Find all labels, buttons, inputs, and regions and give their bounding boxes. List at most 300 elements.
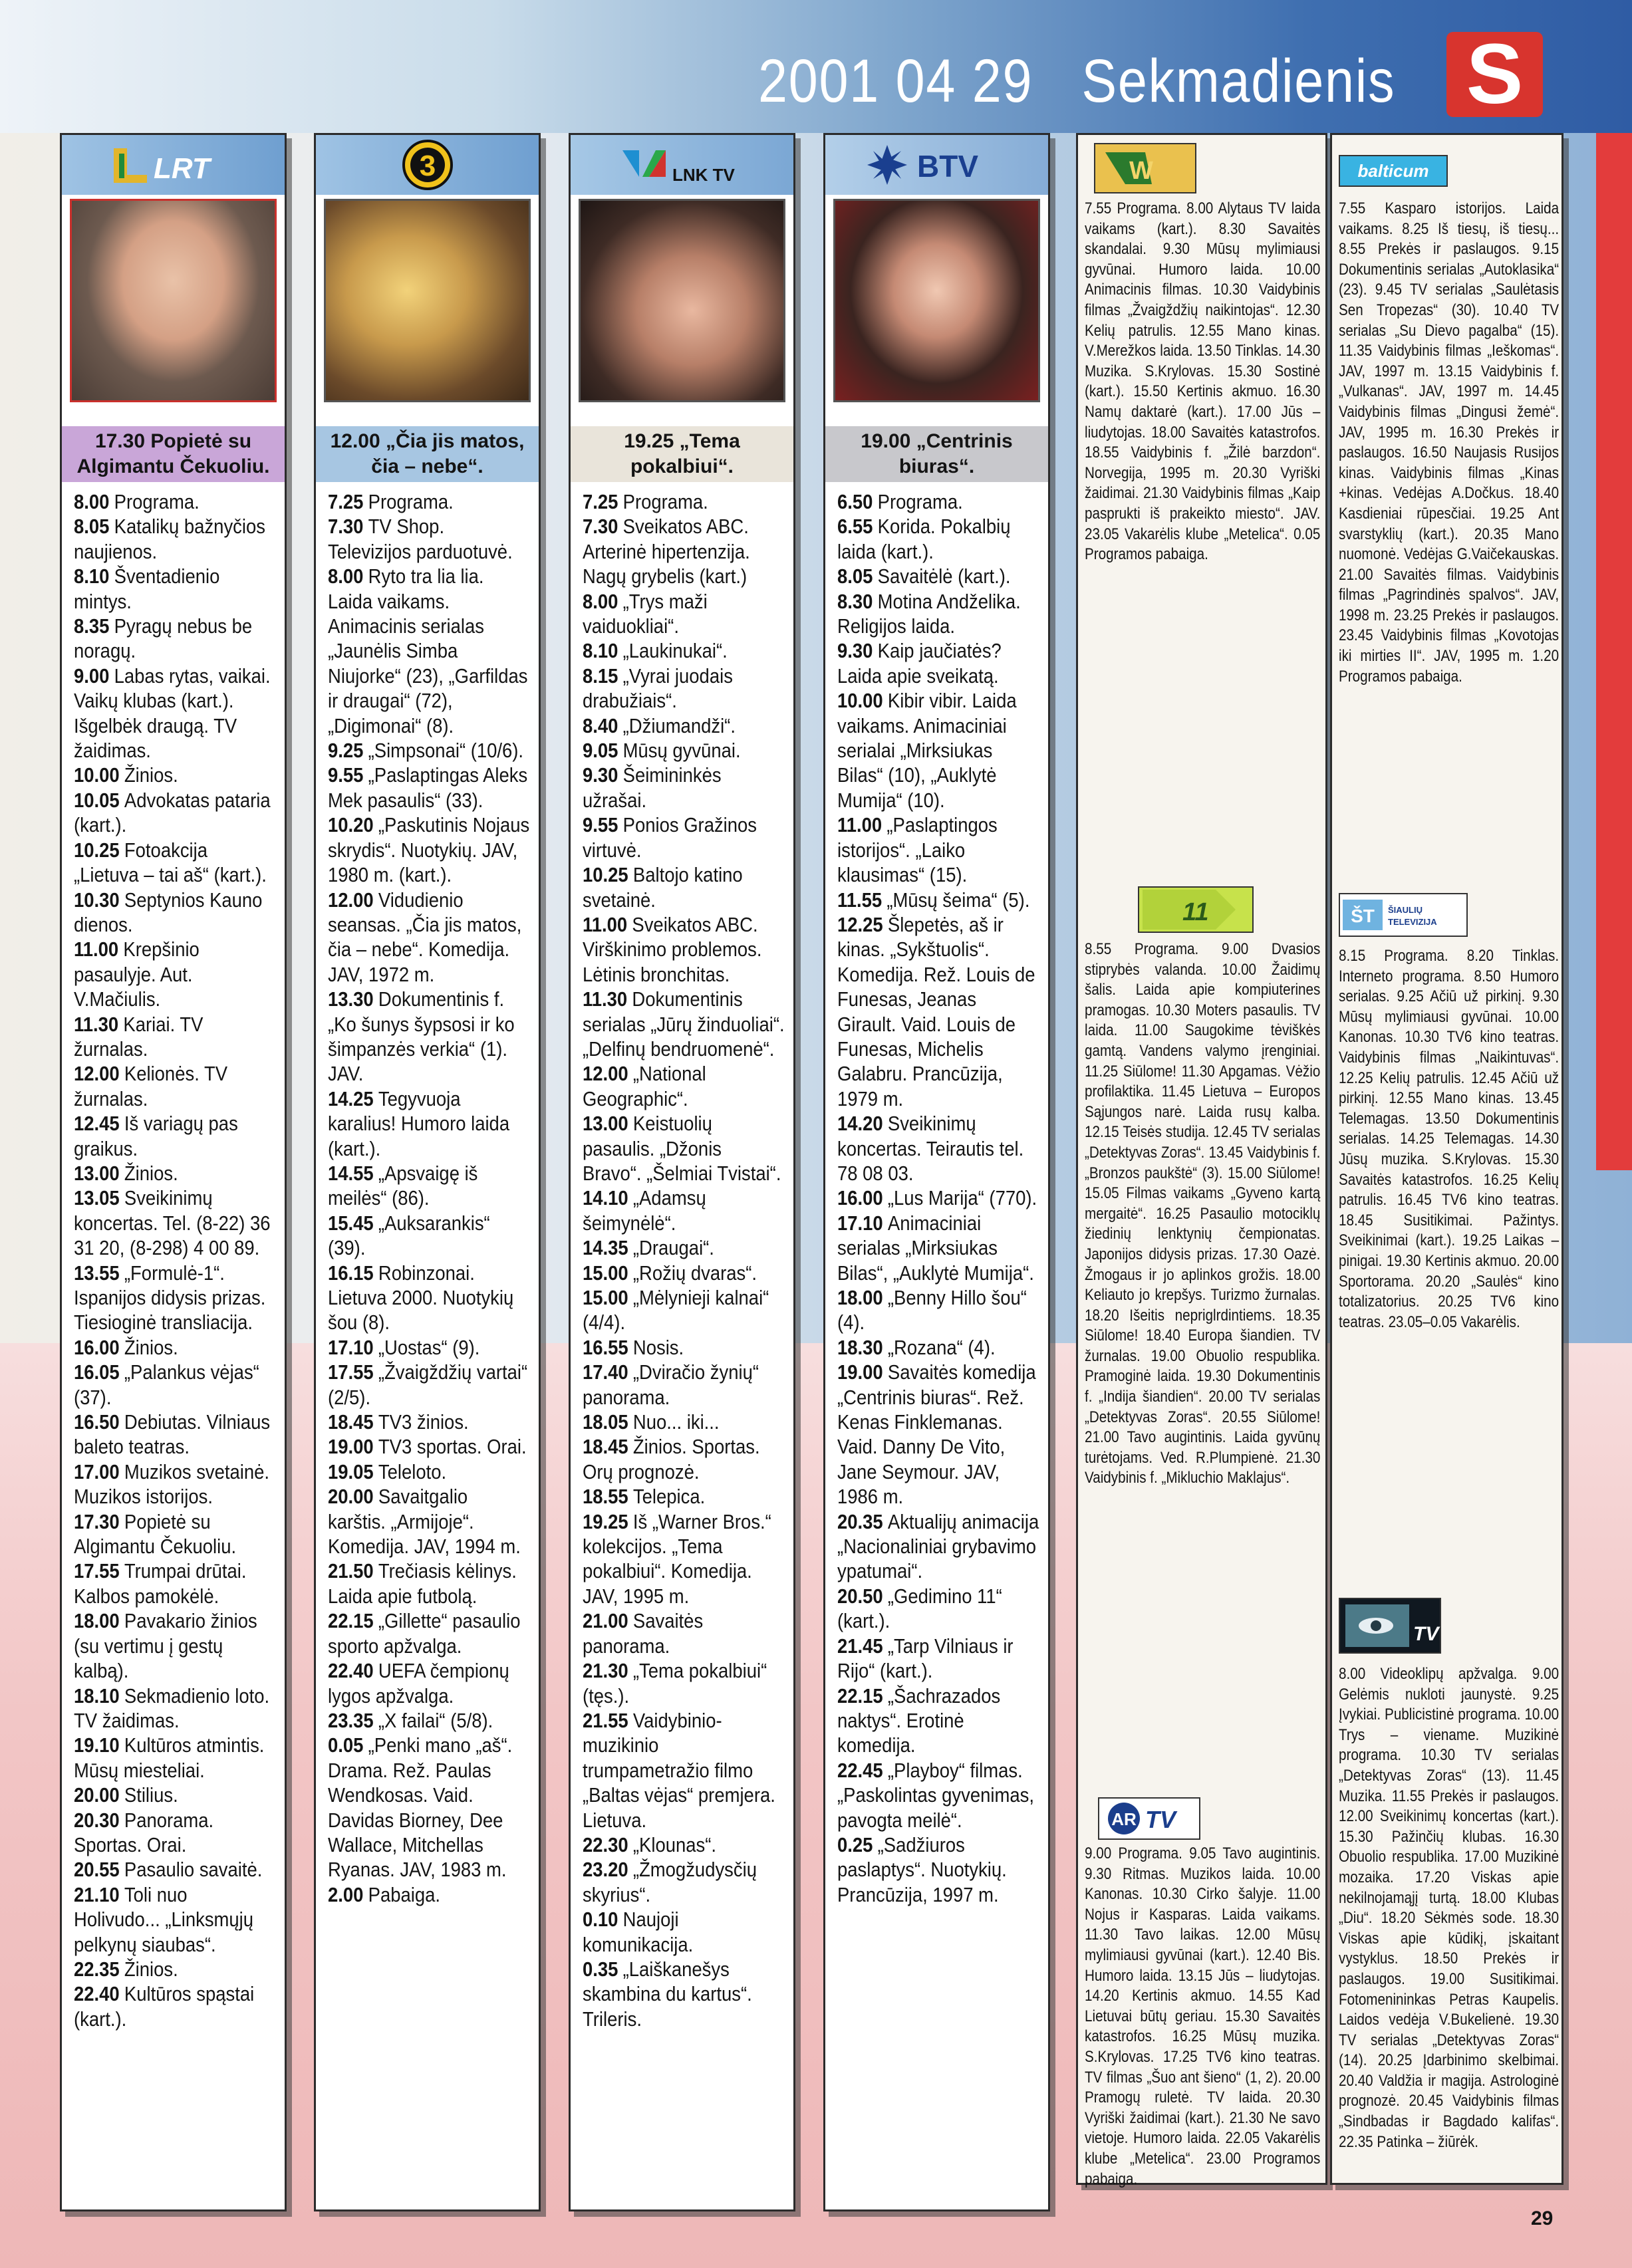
program-title: Mūsų gyvūnai.: [622, 739, 741, 763]
program-title: „X failai“ (5/8).: [378, 1709, 493, 1732]
program-entry: [837, 1510, 1039, 1584]
program-entry: [74, 1510, 276, 1560]
program-time: 7.25: [328, 491, 364, 513]
program-time: 11.30: [74, 1013, 119, 1036]
program-title: Dokumentinis serialas „Jūrų žinduoliai“. „Delfinų bendruomenė“.: [583, 988, 785, 1061]
program-title: Baltojo katino svetainė.: [583, 864, 743, 912]
program-time: 17.55: [328, 1361, 374, 1384]
program-entry: [583, 813, 785, 863]
program-entry: [583, 590, 785, 640]
program-entry: [583, 1908, 785, 1957]
program-time: 8.00: [328, 565, 364, 588]
tv3-program-list: [316, 490, 539, 2202]
program-title: Ryto tra lia lia. Laida vaikams. Animacinis serialas „Jaunėlis Simba Niujorke“ (23), „Garfildas ir draugai“ (72), „Digimonai“ (8).: [328, 565, 528, 737]
program-entry: [328, 1360, 530, 1410]
tv11-logo: [1138, 886, 1254, 933]
program-entry: [74, 1186, 276, 1261]
program-title: Nuo... iki...: [632, 1411, 720, 1434]
program-time: 17.10: [328, 1336, 374, 1359]
svg-text:3: 3: [419, 150, 436, 182]
program-title: Programa.: [368, 491, 454, 513]
program-time: 15.00: [583, 1287, 628, 1309]
program-entry: [74, 1460, 276, 1510]
program-title: Pyragų nebus be noragų.: [74, 615, 253, 663]
svg-text:AR: AR: [1111, 1809, 1137, 1829]
program-title: Šlepetės, aš ir kinas. „Sykštuolis“. Komedija. Rež. Louis de Funesas, Jeanas Girault. Vaid. Louis de Funesas, Michelis Galabru. Prancūzija, 1979 m.: [837, 913, 1035, 1110]
program-entry: [328, 1435, 530, 1459]
program-time: 10.25: [583, 864, 628, 887]
program-time: 17.40: [583, 1361, 628, 1384]
program-entry: [583, 1336, 785, 1360]
program-title: „National Geographic“.: [583, 1063, 706, 1110]
program-time: 17.30: [74, 1510, 120, 1533]
program-time: 8.40: [583, 714, 618, 737]
program-title: „Tema pokalbiui“ (tęs.).: [583, 1660, 767, 1707]
program-entry: [583, 763, 785, 813]
program-time: 13.30: [328, 988, 374, 1011]
program-entry: [328, 1609, 530, 1659]
program-time: 16.00: [837, 1187, 883, 1210]
program-time: 6.50: [837, 491, 873, 513]
program-time: 14.10: [583, 1187, 628, 1210]
program-entry: [583, 1236, 785, 1261]
program-entry: [74, 1858, 276, 1882]
program-title: Sveikinimų koncertas. Tel. (8-22) 36 31 20, (8-298) 4 00 89.: [74, 1187, 271, 1260]
vilnius-tv-program: 7.55 Programa. 8.00 Alytaus TV laida vaikams (kart.). 8.30 Savaitės skandalai. 9.30 Mūsų mylimiausi gyvūnai. Humoro laida. 10.00 Animacinis filmas. 10.30 Vaidybinis filmas „Žvaigždžių naikintojas“. 12.30 Kelių patrulis. 12.55 Mano kinas. V.Merežkos laida. 13.50 Tinklas. 14.30 Muzika. S.Krylovas. 15.30 Sostinė (kart.). 15.50 Kertinis akmuo. 16.30 Namų daktarė (kart.). 17.00 Jūs – liudytojas. 18.00 Savaitės katastrofos. 18.55 Vaidybinis f. „Žilė barzdon“. Norvegija, 1995 m. 20.30 Vyriški žaidimai. 21.30 Vaidybinis filmas „Kaip pasprukti iš prakeikto miesto“. JAV. 23.05 Vakarėlis klube „Metelica“. 0.05 Programos pabaiga.: [1085, 199, 1321, 564]
program-title: Savaitgalio karštis. „Armijoje“. Komedija. JAV, 1994 m.: [328, 1485, 521, 1559]
program-entry: [583, 1435, 785, 1485]
weekday-text: Sekmadienis: [1081, 47, 1396, 115]
program-title: Motina Andželika. Religijos laida.: [837, 590, 1021, 638]
program-time: 10.00: [74, 764, 120, 787]
svg-text:ŠIAULIŲ: ŠIAULIŲ: [1388, 905, 1423, 915]
program-time: 2.00: [328, 1883, 364, 1906]
program-time: 11.30: [583, 988, 628, 1011]
program-time: 20.00: [328, 1485, 374, 1509]
weekday-badge: S: [1446, 32, 1543, 117]
lrt-logo-icon: [107, 142, 240, 188]
program-time: 11.00: [583, 913, 628, 936]
program-time: 17.00: [74, 1460, 120, 1483]
program-time: 19.00: [837, 1361, 883, 1384]
program-title: Debiutas. Vilniaus baleto teatras.: [74, 1411, 271, 1459]
program-title: „Penki mano „aš“. Drama. Rež. Paulas Wendkosas. Vaid. Davidas Biorney, Dee Wallace, Mitchellas Ryanas. JAV, 1983 m.: [328, 1734, 513, 1882]
program-entry: [74, 1112, 276, 1162]
program-title: „Rozana“ (4).: [887, 1336, 996, 1359]
program-title: Septynios Kauno dienos.: [74, 888, 263, 936]
program-entry: [328, 987, 530, 1087]
program-entry: [74, 1410, 276, 1460]
program-entry: [837, 913, 1039, 1112]
program-entry: [837, 1336, 1039, 1360]
svg-text:11: 11: [1182, 898, 1209, 926]
program-title: „Mūsų šeima“ (5).: [886, 888, 1030, 912]
program-entry: [583, 1485, 785, 1509]
program-entry: [583, 913, 785, 987]
program-entry: [74, 1684, 276, 1734]
program-time: 20.50: [837, 1584, 883, 1608]
program-time: 13.05: [74, 1187, 120, 1210]
program-time: 8.00: [583, 590, 618, 613]
program-time: 18.00: [74, 1610, 120, 1633]
program-title: „Uostas“ (9).: [378, 1336, 480, 1359]
program-entry: [74, 515, 276, 565]
program-entry: [328, 1883, 530, 1908]
program-title: „Žvaigždžių vartai“ (2/5).: [328, 1361, 528, 1409]
program-time: 17.55: [74, 1560, 120, 1583]
program-title: Šventadienio mintys.: [74, 565, 220, 613]
program-title: Ponios Gražinos virtuvė.: [583, 814, 757, 862]
program-entry: [74, 1783, 276, 1808]
right-edge-stripe: [1596, 133, 1632, 1170]
program-time: 13.00: [583, 1112, 628, 1136]
program-title: TV3 žinios.: [378, 1411, 469, 1434]
program-title: Sveikinimų koncertas. Teirautis tel. 78 08 03.: [837, 1112, 1024, 1185]
program-title: Toli nuo Holivudo... „Linksmųjų pelkynų siaubas“.: [74, 1883, 254, 1956]
program-entry: [74, 664, 276, 764]
program-time: 6.55: [837, 515, 873, 539]
program-title: Žinios. Sportas. Orų prognozė.: [583, 1436, 760, 1483]
program-entry: [74, 1982, 276, 2032]
program-time: 7.30: [328, 515, 364, 539]
svg-text:ŠT: ŠT: [1351, 906, 1375, 926]
program-entry: [583, 1709, 785, 1833]
program-title: „Šachrazados naktys“. Erotinė komedija.: [837, 1684, 1001, 1757]
program-time: 7.25: [583, 491, 618, 513]
program-time: 21.00: [583, 1610, 628, 1633]
svg-text:TV: TV: [1413, 1623, 1439, 1645]
program-entry: [328, 739, 530, 763]
program-entry: [328, 1162, 530, 1211]
page-number: 29: [1531, 2207, 1554, 2229]
tv11-logo-icon: [1143, 890, 1249, 930]
program-title: Iš variagų pas graikus.: [74, 1112, 238, 1160]
program-time: 10.20: [328, 814, 374, 837]
program-title: TV Shop. Televizijos parduotuvė.: [328, 515, 513, 563]
lnk-photo: [579, 199, 785, 402]
program-title: Nosis.: [632, 1336, 684, 1359]
program-time: 22.15: [328, 1610, 374, 1633]
program-time: 14.20: [837, 1112, 883, 1136]
artv-program: 9.00 Programa. 9.05 Tavo augintinis. 9.30 Ritmas. Muzikos laida. 10.00 Kanonas. 10.30 Cirko šalyje. 11.00 Nojus ir Kasparas. Laida vaikams. 11.30 Tavo laikas. 12.00 Mūsų mylimiausi gyvūnai (kart.). 12.40 Bis. Humoro laida. 13.15 Jūs – liudytojas. 14.20 Kertinis akmuo. 14.55 Kad Lietuvai būtų geriau. 15.30 Savaitės katastrofos. 16.25 Mūsų muzika. S.Krylovas. 17.25 TV6 kino teatras. TV filmas „Šuo ant šieno“ (1, 2). 20.00 Pramogų ruletė. TV laida. 20.30 Vyriški žaidimai (kart.). 21.30 Ne savo vietoje. Humoro laida. 22.05 Vakarėlis klube „Metelica“. 23.00 Programos pabaiga.: [1085, 1844, 1321, 2188]
program-title: Vaidybinio-muzikinio trumpametražio filmo „Baltas vėjas“ premjera. Lietuva.: [583, 1709, 775, 1832]
program-time: 10.00: [837, 690, 883, 713]
program-title: „Playboy“ filmas. „Paskolintas gyvenimas, pavogta meilė“.: [837, 1759, 1034, 1832]
program-entry: [837, 1186, 1039, 1211]
program-time: 23.20: [583, 1858, 628, 1882]
program-time: 8.15: [583, 664, 618, 688]
program-entry: [328, 515, 530, 565]
program-entry: [837, 1684, 1039, 1759]
program-title: Savaitės komedija „Centrinis biuras“. Rež. Kenas Finklemanas. Vaid. Danny De Vito, Jane Seymour. JAV, 1986 m.: [837, 1361, 1036, 1509]
program-title: UEFA čempionų lygos apžvalga.: [328, 1660, 509, 1707]
program-time: 20.35: [837, 1510, 883, 1533]
program-time: 8.00: [74, 491, 110, 513]
program-time: 19.25: [583, 1510, 628, 1533]
program-title: „Dviračio žynių“ panorama.: [583, 1361, 759, 1409]
program-time: 22.35: [74, 1957, 120, 1981]
program-title: „Palankus vėjas“ (37).: [74, 1361, 259, 1409]
vilnius-logo-icon: [1099, 147, 1192, 189]
program-entry: [583, 1112, 785, 1186]
btv-logo: [825, 135, 1048, 195]
program-title: Kaip jaučiatės? Laida apie sveikatą.: [837, 640, 1002, 688]
lrt-program-list: [62, 490, 285, 2202]
program-time: 22.45: [837, 1759, 883, 1782]
artv-logo-icon: [1103, 1800, 1196, 1837]
program-entry: [74, 1013, 276, 1063]
program-time: 22.30: [583, 1833, 628, 1856]
program-time: 9.55: [583, 814, 618, 837]
program-time: 17.10: [837, 1211, 883, 1235]
program-entry: [328, 1709, 530, 1733]
program-time: 0.05: [328, 1734, 364, 1757]
program-title: „Džiumandži“.: [622, 714, 736, 737]
program-time: 9.55: [328, 764, 364, 787]
program-entry: [583, 639, 785, 664]
program-entry: [74, 490, 276, 515]
lrt-logo: [62, 135, 285, 195]
program-time: 18.05: [583, 1411, 628, 1434]
program-title: Vidudienio seansas. „Čia jis matos, čia – nebe“. Komedija. JAV, 1972 m.: [328, 888, 522, 986]
program-time: 21.45: [837, 1634, 883, 1658]
program-entry: [583, 739, 785, 763]
lrt-caption: 17.30 Popietė su Algimantu Čekuoliu.: [62, 426, 285, 482]
program-entry: [837, 1759, 1039, 1833]
program-time: 9.30: [583, 764, 618, 787]
program-title: Programa.: [114, 491, 200, 513]
program-time: 7.30: [583, 515, 618, 539]
program-title: Katalikų bažnyčios naujienos.: [74, 515, 265, 563]
program-entry: [837, 1634, 1039, 1684]
program-time: 8.05: [837, 565, 873, 588]
program-title: Fotoakcija „Lietuva – tai aš“ (kart.).: [74, 838, 267, 887]
program-time: 16.00: [74, 1336, 120, 1359]
program-title: Kultūros spąstai (kart.).: [74, 1983, 255, 2031]
btv-photo: [833, 199, 1040, 402]
program-title: Trumpai drūtai. Kalbos pamokėlė.: [74, 1560, 247, 1608]
program-time: 12.00: [74, 1063, 120, 1086]
program-title: „Gillette“ pasaulio sporto apžvalga.: [328, 1610, 521, 1658]
program-title: Trečiasis kėlinys. Laida apie futbolą.: [328, 1560, 517, 1608]
program-entry: [837, 1833, 1039, 1908]
program-time: 16.05: [74, 1361, 120, 1384]
program-entry: [837, 1112, 1039, 1186]
program-title: Pasaulio savaitė.: [124, 1858, 263, 1882]
channel-column-regional-2: [1330, 133, 1564, 2185]
program-title: „Simpsonai“ (10/6).: [368, 739, 524, 763]
program-time: 0.10: [583, 1908, 618, 1932]
program-entry: [837, 515, 1039, 565]
channel-column-tv3: [314, 133, 541, 2211]
program-time: 20.55: [74, 1858, 120, 1882]
program-entry: [74, 565, 276, 614]
program-time: 11.00: [837, 814, 883, 837]
program-entry: [74, 1559, 276, 1609]
program-time: 18.45: [328, 1411, 374, 1434]
siauliu-logo-icon: [1341, 896, 1465, 934]
svg-text:LRT: LRT: [153, 152, 210, 185]
program-entry: [837, 590, 1039, 640]
program-title: Popietė su Algimantu Čekuoliu.: [74, 1510, 237, 1559]
program-title: „Formulė-1“. Ispanijos didysis prizas. Tiesioginė transliacija.: [74, 1261, 266, 1334]
program-time: 10.25: [74, 838, 120, 862]
program-entry: [837, 1360, 1039, 1509]
program-time: 0.25: [837, 1833, 873, 1856]
program-time: 21.55: [583, 1709, 628, 1732]
program-title: Korida. Pokalbių laida (kart.).: [837, 515, 1011, 563]
program-time: 18.10: [74, 1684, 120, 1707]
program-time: 14.55: [328, 1162, 374, 1185]
program-title: „Paskutinis Nojaus skrydis“. Nuotykių. JAV, 1980 m. (kart.).: [328, 814, 530, 887]
program-entry: [583, 1510, 785, 1610]
program-title: Sekmadienio loto. TV žaidimas.: [74, 1684, 270, 1732]
date-text: 2001 04 29: [758, 47, 1033, 115]
tv3-caption: 12.00 „Čia jis matos, čia – nebe“.: [316, 426, 539, 482]
program-time: 14.35: [583, 1237, 628, 1260]
program-time: 19.10: [74, 1734, 120, 1757]
program-entry: [583, 1833, 785, 1858]
svg-text:TELEVIZIJA: TELEVIZIJA: [1388, 917, 1437, 927]
program-title: Pavakario žinios (su vertimu į gestų kalbą).: [74, 1610, 257, 1683]
program-title: „Klounas“.: [632, 1833, 717, 1856]
program-entry: [328, 1211, 530, 1261]
program-title: Savaitėlė (kart.).: [877, 565, 1011, 588]
program-time: 11.55: [837, 888, 883, 912]
program-entry: [74, 789, 276, 838]
btv-caption: 19.00 „Centrinis biuras“.: [825, 426, 1048, 482]
program-entry: [837, 490, 1039, 515]
program-time: 16.55: [583, 1336, 628, 1359]
channel-column-regional-1: [1076, 133, 1327, 2188]
program-title: Kibir vibir. Laida vaikams. Animaciniai serialai „Mirksiukas Bilas“ (10), „Auklytė Mumija“ (10).: [837, 690, 1017, 812]
program-entry: [837, 888, 1039, 913]
program-title: „Mėlynieji kalnai“ (4/4).: [583, 1287, 769, 1334]
program-title: Programa.: [622, 491, 708, 513]
program-title: Dokumentinis f. „Ko šunys šypsosi ir ko šimpanzės verkia“ (1). JAV.: [328, 988, 515, 1086]
program-entry: [583, 1609, 785, 1659]
svg-text:TV: TV: [1145, 1806, 1176, 1833]
program-entry: [328, 490, 530, 515]
program-entry: [583, 1286, 785, 1336]
program-title: „Apsvaigę iš meilės“ (86).: [328, 1162, 478, 1210]
program-time: 19.05: [328, 1460, 374, 1483]
program-title: Žinios.: [124, 764, 178, 787]
program-title: Stilius.: [124, 1784, 178, 1807]
siauliu-tv-program: 8.15 Programa. 8.20 Tinklas. Interneto programa. 8.50 Humoro serialas. 9.25 Ačiū už pirkinį. 9.30 Mūsų mylimiausi gyvūnai. 10.00 Kanonas. 10.30 TV6 kino teatras. Vaidybinis filmas „Naikintuvas“. 12.25 Kelių patrulis. 12.45 Ačiū už pirkinį. 12.55 Mano kinas. 13.45 Telemagas. 13.50 Dokumentinis serialas. 14.25 Telemagas. 14.30 Jūsų muzika. S.Krylovas. 15.30 Savaitės katastrofos. 16.25 Kelių patrulis. 16.45 TV6 kino teatras. 18.45 Susitikimai. Pažintys. Sveikinimai (kart.). 19.25 Laikas – pinigai. 19.30 Kertinis akmuo. 20.00 Sportorama. 20.20 „Saulės“ kino totalizatorius. 20.25 TV6 kino teatras. 23.05–0.05 Vakarėlis.: [1339, 947, 1560, 1331]
program-time: 12.00: [583, 1063, 628, 1086]
program-time: 9.30: [837, 640, 873, 663]
program-time: 20.00: [74, 1784, 120, 1807]
program-title: „Trys maži vaiduokliai“.: [583, 590, 708, 638]
channel-column-lnk: [569, 133, 795, 2211]
program-time: 18.00: [837, 1287, 883, 1309]
program-entry: [328, 1336, 530, 1360]
program-time: 10.30: [74, 888, 120, 912]
lnk-program-list: [571, 490, 793, 2202]
program-entry: [328, 1659, 530, 1709]
program-entry: [74, 938, 276, 1012]
program-time: 12.00: [328, 888, 374, 912]
program-entry: [583, 987, 785, 1062]
program-time: 15.00: [583, 1261, 628, 1285]
program-entry: [837, 1211, 1039, 1286]
program-entry: [328, 763, 530, 813]
lnk-caption: 19.25 „Tema pokalbiui“.: [571, 426, 793, 482]
program-title: Naujoji komunikacija.: [583, 1908, 694, 1956]
program-time: 18.45: [583, 1436, 628, 1459]
program-entry: [583, 1659, 785, 1709]
program-title: Savaitės panorama.: [583, 1610, 704, 1658]
program-entry: [74, 614, 276, 664]
tv11-program: 8.55 Programa. 9.00 Dvasios stiprybės valanda. 10.00 Žaidimų šalis. Laida apie kompiuterines pramogas. 10.30 Moters pasaulis. TV laida. 11.00 Saugokime tėviškės gamtą. Vandens valymo įrenginiai. 11.25 Siūlome! 11.30 Apgamas. Vėžio profilaktika. 11.45 Lietuva – Europos Sąjungos narė. Laida rusų kalba. 12.15 Teisės studija. 12.45 TV serialas „Detektyvas Zoras“. 13.45 Vaidybinis f. „Bronzos paukštė“ (3). 15.00 Siūlome! 15.05 Filmas vaikams „Gyveno kartą mergaitė“. 16.25 Pasaulio motociklų žiedinių lenktynių čempionatas. Japonijos didysis prizas. 17.30 Oazė. Žmogaus ir jo aplinkos grožis. 18.00 Keliauto jo krepšys. Turizmo žurnalas. 18.20 Išeitis nepriglrdintiems. 18.35 Siūlome! 18.40 Europa šiandien. TV žurnalas. 19.00 Obuolio respublika. Pramoginė laida. 19.30 Dokumentinis f. „Indija šiandien“. 20.00 TV serialas „Detektyvas Zoras“. 20.55 Siūlome! 21.00 Tavo augintinis. Laida gyvūnų turėtojams. Ved. R.Plumpienė. 21.30 Vaidybinis f. „Mikluchio Maklajus“.: [1085, 940, 1321, 1487]
program-entry: [837, 1286, 1039, 1336]
program-entry: [74, 1336, 276, 1360]
btv-program-list: [825, 490, 1048, 2202]
program-time: 8.05: [74, 515, 110, 539]
program-title: „Paslaptingos istorijos“. „Laiko klausimas“ (15).: [837, 814, 998, 887]
program-time: 8.30: [837, 590, 873, 613]
program-entry: [74, 1162, 276, 1186]
program-time: 15.45: [328, 1211, 374, 1235]
program-title: Žinios.: [124, 1336, 178, 1359]
program-time: 8.10: [74, 565, 110, 588]
program-title: „Laukinukai“.: [622, 640, 728, 663]
program-title: Kultūros atmintis. Mūsų miesteliai.: [74, 1734, 265, 1782]
program-time: 16.50: [74, 1411, 120, 1434]
channel-column-lrt: [60, 133, 287, 2211]
lnk-logo: [571, 135, 793, 195]
program-time: 18.30: [837, 1336, 883, 1359]
program-title: Robinzonai. Lietuva 2000. Nuotykių šou (8).: [328, 1261, 514, 1334]
program-title: Tegyvuoja karalius! Humoro laida (kart.).: [328, 1087, 510, 1160]
program-title: „Vyrai juodais drabužiais“.: [583, 664, 733, 713]
program-title: Programa.: [877, 491, 963, 513]
program-title: „Paslaptingas Aleks Mek pasaulis“ (33).: [328, 764, 528, 812]
program-title: Krepšinio pasaulyje. Aut. V.Mačiulis.: [74, 938, 200, 1011]
program-title: „Gedimino 11“ (kart.).: [837, 1584, 1002, 1633]
program-entry: [328, 1485, 530, 1559]
program-time: 11.00: [74, 938, 119, 961]
program-entry: [583, 664, 785, 714]
program-title: „Sadžiuros paslaptys“. Nuotykių. Prancūzija, 1997 m.: [837, 1833, 1007, 1906]
program-title: Kelionės. TV žurnalas.: [74, 1063, 228, 1110]
channel-column-btv: [823, 133, 1050, 2211]
program-time: 9.25: [328, 739, 364, 763]
program-entry: [583, 1062, 785, 1112]
program-time: 12.45: [74, 1112, 120, 1136]
program-title: Labas rytas, vaikai. Vaikų klubas (kart.). Išgelbėk draugą. TV žaidimas.: [74, 664, 271, 763]
program-entry: [74, 1957, 276, 1982]
tv3-logo-icon: [398, 137, 458, 193]
program-entry: [583, 490, 785, 515]
program-entry: [328, 1087, 530, 1162]
program-title: Pabaiga.: [368, 1883, 441, 1906]
program-entry: [74, 1609, 276, 1684]
program-title: Kariai. TV žurnalas.: [74, 1013, 204, 1061]
program-time: 19.00: [328, 1436, 374, 1459]
program-entry: [837, 565, 1039, 589]
program-entry: [74, 1360, 276, 1410]
program-title: „Laiškanešys skambina du kartus“. Trileris.: [583, 1957, 752, 2031]
program-entry: [328, 1559, 530, 1609]
program-title: Šeimininkės užrašai.: [583, 764, 722, 812]
program-time: 23.35: [328, 1709, 374, 1732]
program-time: 14.25: [328, 1087, 374, 1110]
vilnius-tv-logo: [1094, 143, 1196, 193]
balticum-logo: balticum: [1339, 155, 1448, 187]
program-time: 21.30: [583, 1660, 628, 1683]
